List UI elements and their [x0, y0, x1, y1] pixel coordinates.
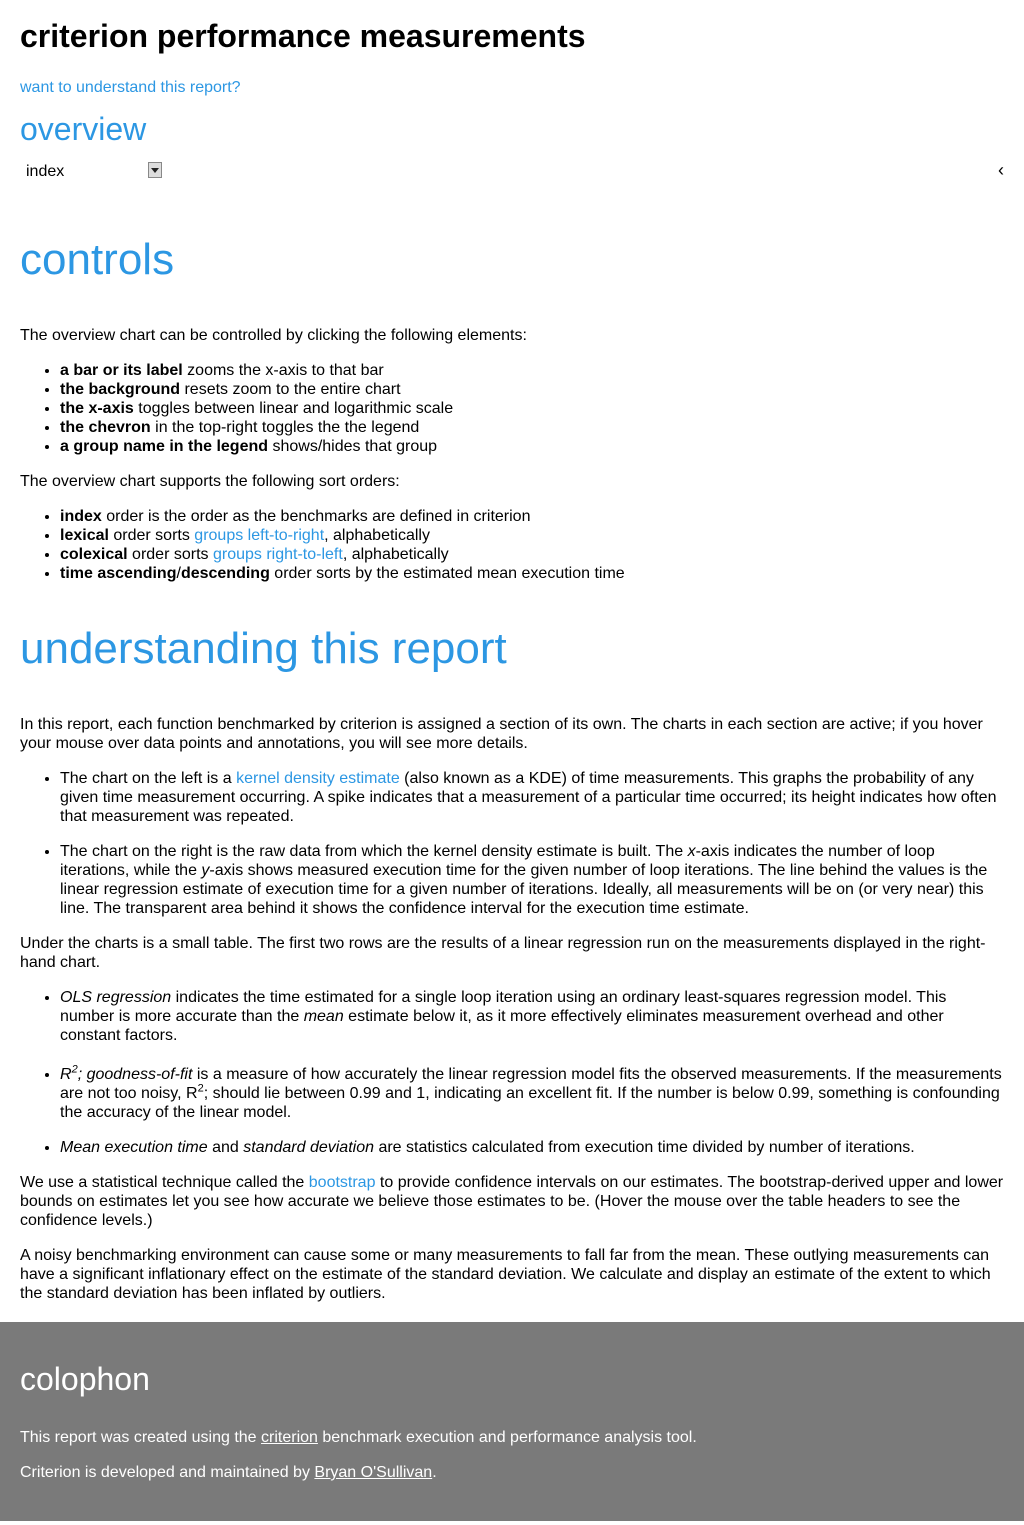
bootstrap-link[interactable]: bootstrap: [308, 1174, 376, 1191]
list-item-text: order sorts: [127, 546, 213, 563]
list-item-text: in the top-right toggles the the legend: [150, 419, 420, 436]
list-item-text: order sorts by the estimated mean execution time: [269, 565, 625, 582]
x-axis-em: x: [687, 843, 696, 860]
list-item-em: mean: [303, 1008, 344, 1025]
list-item: [60, 1138, 1004, 1157]
paragraph-text: We use a statistical technique called the: [20, 1174, 309, 1191]
controls-list: [20, 361, 1004, 456]
list-item-strong: descending: [180, 565, 270, 582]
sort-order-select[interactable]: [20, 159, 164, 183]
list-item-text: indicates the time estimated for a single loop iteration using an ordinary least-squares regression model. This number is more accurate than the: [60, 989, 947, 1025]
paragraph-text: Criterion is developed and maintained by: [20, 1464, 315, 1481]
list-item-text: and: [207, 1139, 244, 1156]
colophon-footer: [0, 1322, 1024, 1521]
list-item-strong: colexical: [60, 546, 128, 563]
list-item-em: standard deviation: [243, 1139, 374, 1156]
table-intro: Under the charts is a small table. The first two rows are the results of a linear regression run on the measurements displayed in the right-hand chart.: [20, 935, 986, 971]
superscript: 2: [71, 1063, 78, 1076]
list-item: [60, 545, 1004, 564]
list-item-text: resets zoom to the entire chart: [180, 381, 401, 398]
list-item: [60, 418, 1004, 437]
list-item: [60, 988, 1004, 1045]
list-item: [60, 361, 1004, 380]
y-axis-em: y: [201, 862, 210, 879]
list-item-text: -axis indicates the number of loop iterations, while the: [60, 843, 935, 879]
list-item-strong: a group name in the legend: [60, 438, 269, 455]
list-item-strong: lexical: [60, 527, 109, 544]
list-item-text: order sorts: [108, 527, 195, 544]
noisy-paragraph: A noisy benchmarking environment can cause some or many measurements to fall far from the mean. These outlying measurements can have a significant inflationary effect on the estimate of the standard deviation. We calculate and display an estimate of the extent to which the standard deviation has been inflated by outliers.: [20, 1247, 991, 1302]
charts-explanation-list: [20, 769, 1004, 918]
list-item: [60, 769, 1004, 826]
list-item-text: shows/hides that group: [268, 438, 438, 455]
list-item-text: (also known as a KDE) of time measurements. This graphs the probability of any given time measurement occurring. A spike indicates that a measurement of a particular time occurred; its height indicates how often that measurement was repeated.: [60, 770, 997, 825]
sort-intro: The overview chart supports the following sort orders:: [20, 473, 400, 490]
list-item-text: /: [176, 565, 181, 582]
list-item-text: ; should lie between 0.99 and 1, indicating an excellent fit. If the number is below 0.99, something is confounding the accuracy of the linear model.: [60, 1085, 1000, 1121]
list-item-text: , alphabetically: [342, 546, 449, 563]
sort-orders-list: [20, 507, 1004, 583]
paragraph-text: to provide confidence intervals on our estimates. The bootstrap-derived upper and lower bounds on estimates let you see how accurate we believe those estimates to be. (Hover the mouse over the table headers to see the confidence levels.): [20, 1174, 1004, 1229]
list-item: [60, 399, 1004, 418]
legend-chevron-icon[interactable]: ‹: [998, 160, 1004, 180]
colophon-heading: colophon: [20, 1361, 150, 1397]
paragraph-text: This report was created using the: [20, 1429, 262, 1446]
colophon-line-1: [20, 1428, 1004, 1447]
list-item: [60, 437, 1004, 456]
groups-right-to-left-link[interactable]: groups right-to-left: [212, 546, 343, 563]
kde-link[interactable]: kernel density estimate: [236, 770, 400, 787]
list-item-strong: a bar or its label: [60, 362, 183, 379]
colophon-line-2: [20, 1463, 1004, 1482]
controls-heading: controls: [20, 235, 175, 284]
list-item: [60, 1065, 1004, 1122]
paragraph-text: .: [432, 1464, 437, 1481]
understanding-intro: In this report, each function benchmarked by criterion is assigned a section of its own. The charts in each section are active; if you hover your mouse over data points and annotations, you will see more details.: [20, 716, 983, 752]
table-explanation-list: [20, 988, 1004, 1157]
understand-report-link[interactable]: want to understand this report?: [20, 79, 241, 96]
r-symbol: R: [60, 1066, 72, 1083]
list-item-text: -axis shows measured execution time for the given number of loop iterations. The line behind the values is the linear regression estimate of execution time for a given number of iterations. Ideally, all measurements will be on (or very near) this line. The transparent area behind it shows the confidence interval for the execution time estimate.: [60, 862, 988, 917]
list-item: [60, 380, 1004, 399]
list-item-text: estimate below it, as it more effectively eliminates measurement overhead and other constant factors.: [60, 1008, 944, 1044]
superscript: 2: [197, 1082, 204, 1095]
dropdown-arrow-icon[interactable]: [148, 162, 162, 178]
controls-intro: The overview chart can be controlled by clicking the following elements:: [20, 327, 527, 344]
bootstrap-paragraph: [20, 1173, 1004, 1230]
list-item-text: zooms the x-axis to that bar: [182, 362, 384, 379]
sort-order-value: index: [26, 162, 65, 180]
list-item-strong: time ascending: [60, 565, 177, 582]
list-item: [60, 842, 1004, 918]
list-item-strong: index: [60, 508, 102, 525]
list-item-text: is a measure of how accurately the linear regression model fits the observed measurements. If the measurements are not too noisy, R: [60, 1066, 1002, 1102]
list-item-text: The chart on the right is the raw data from which the kernel density estimate is built. The: [60, 843, 688, 860]
list-item-text: order is the order as the benchmarks are defined in criterion: [101, 508, 531, 525]
overview-heading: overview: [20, 111, 147, 147]
list-item-text: , alphabetically: [324, 527, 430, 544]
groups-left-to-right-link[interactable]: groups left-to-right: [194, 527, 325, 544]
list-item-text: are statistics calculated from execution time divided by number of iterations.: [374, 1139, 915, 1156]
page-title: criterion performance measurements: [20, 18, 586, 54]
list-item: [60, 526, 1004, 545]
list-item: [60, 507, 1004, 526]
criterion-link[interactable]: criterion: [261, 1429, 318, 1446]
list-item-strong: the background: [60, 381, 181, 398]
list-item-text: toggles between linear and logarithmic scale: [133, 400, 454, 417]
list-item-em: OLS regression: [60, 989, 172, 1006]
list-item: [60, 564, 1004, 583]
list-item-em: [60, 1063, 193, 1083]
goodness-of-fit-label: ; goodness-of-fit: [77, 1066, 193, 1083]
list-item-text: The chart on the left is a: [60, 770, 237, 787]
paragraph-text: benchmark execution and performance analysis tool.: [317, 1429, 697, 1446]
list-item-em: Mean execution time: [60, 1139, 208, 1156]
list-item-strong: the chevron: [60, 419, 151, 436]
overview-controls: [20, 156, 1004, 188]
author-link[interactable]: Bryan O'Sullivan: [314, 1464, 433, 1481]
understanding-heading: understanding this report: [20, 624, 507, 673]
list-item-strong: the x-axis: [60, 400, 134, 417]
